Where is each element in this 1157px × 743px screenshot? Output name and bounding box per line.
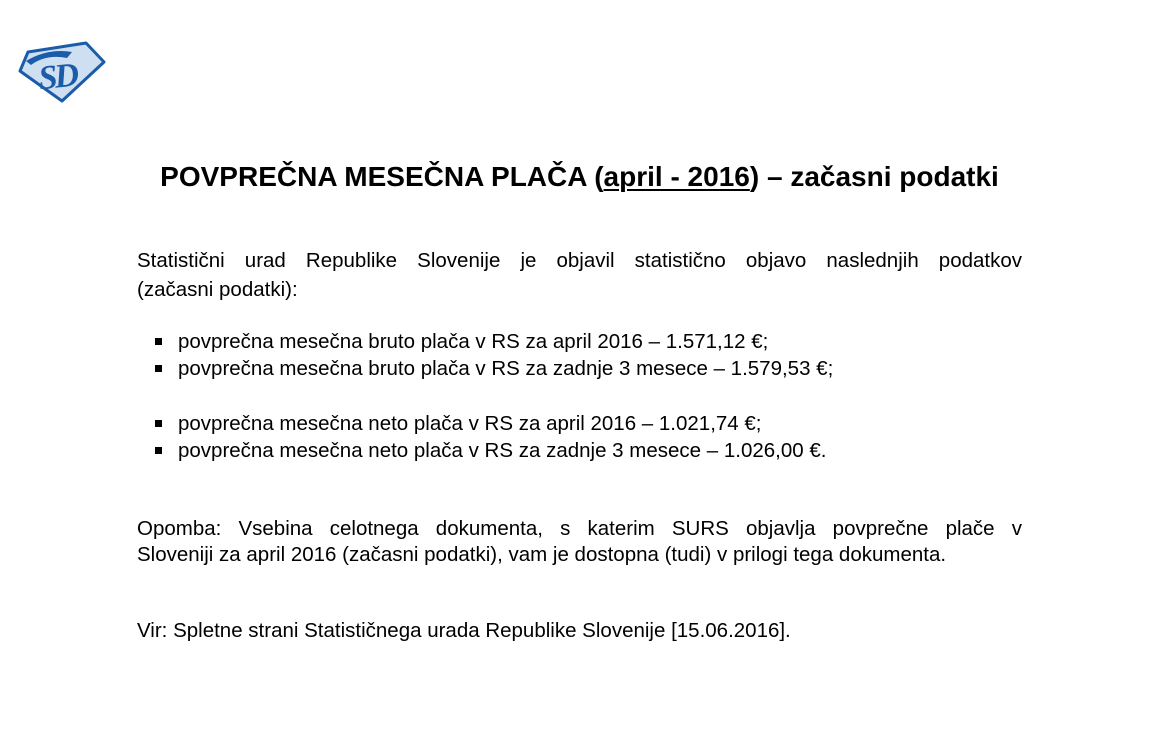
logo-letters: SD xyxy=(36,56,78,98)
list-item xyxy=(137,328,1022,355)
intro-line-1: Statistični urad Republike Slovenije je objavil statistično objavo naslednjih podatkov xyxy=(137,249,1022,272)
source-line: Vir: Spletne strani Statističnega urada Republike Slovenije [15.06.2016]. xyxy=(137,619,791,642)
square-bullet-icon xyxy=(155,447,162,454)
bullet-list-bruto xyxy=(137,328,1022,382)
note-line-2: Sloveniji za april 2016 (začasni podatki), vam je dostopna (tudi) v prilogi tega dokumenta. xyxy=(137,543,947,566)
title-prefix: POVPREČNA MESEČNA PLAČA ( xyxy=(160,161,604,192)
bullet-text: povprečna mesečna neto plača v RS za april 2016 – 1.021,74 €; xyxy=(178,412,762,435)
intro-line-2: (začasni podatki): xyxy=(137,278,298,301)
sd-shield-logo xyxy=(18,38,106,104)
bullet-text: povprečna mesečna bruto plača v RS za zadnje 3 mesece – 1.579,53 €; xyxy=(178,357,834,380)
square-bullet-icon xyxy=(155,338,162,345)
square-bullet-icon xyxy=(155,365,162,372)
title-suffix: ) – začasni podatki xyxy=(749,161,999,192)
note-paragraph xyxy=(137,516,1022,568)
intro-paragraph xyxy=(137,246,1022,304)
bullet-text: povprečna mesečna neto plača v RS za zadnje 3 mesece – 1.026,00 €. xyxy=(178,439,827,462)
note-line-1: Opomba: Vsebina celotnega dokumenta, s katerim SURS objavlja povprečne plače v xyxy=(137,517,1022,540)
list-item xyxy=(137,437,1022,464)
title-underlined-date: april - 2016 xyxy=(603,161,750,192)
page-title xyxy=(137,160,1022,194)
list-item xyxy=(137,355,1022,382)
list-item xyxy=(137,410,1022,437)
square-bullet-icon xyxy=(155,420,162,427)
bullet-text: povprečna mesečna bruto plača v RS za april 2016 – 1.571,12 €; xyxy=(178,330,769,353)
bullet-list-neto xyxy=(137,410,1022,464)
